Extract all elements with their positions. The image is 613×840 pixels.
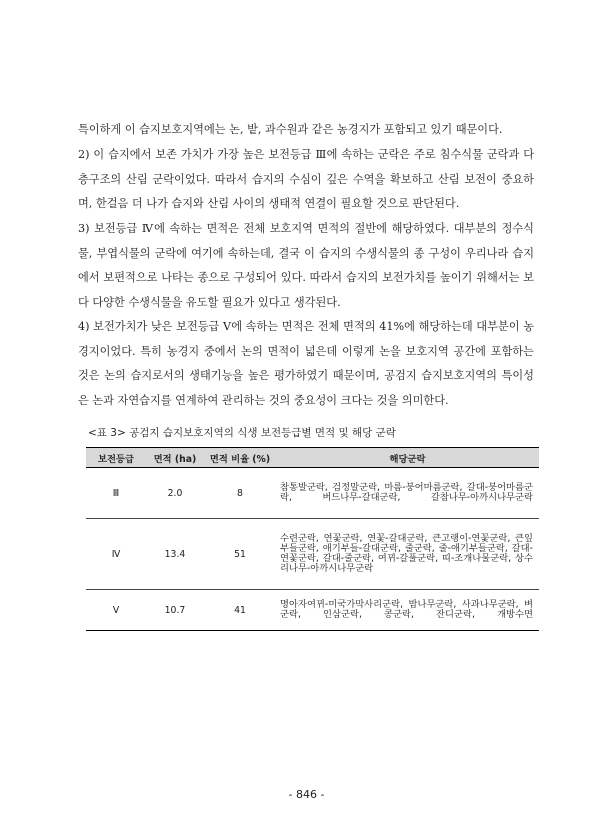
cell-communities: 참통발군락, 검정말군락, 마름-붕어마름군락, 갈대-붕어마름군락, 버드나무-갈대군락, 갈참나무-아까시나무군락	[276, 468, 539, 519]
paragraph-2: 2) 이 습지에서 보존 가치가 가장 높은 보전등급 Ⅲ에 속하는 군락은 주로 침수식물 군락과 다층구조의 산림 군락이었다. 따라서 습지의 수심이 깊은 수역을 확보하고 산림 보전이 중요하며, 한걸음 더 나가 습지와 산림 사이의 생태적 연결이 필요할 것으로 판단된다.	[78, 148, 534, 211]
header-communities: 해당군락	[276, 448, 539, 468]
cell-area: 2.0	[146, 468, 204, 519]
table-row	[86, 519, 539, 590]
table-caption: <표 3> 공검지 습지보호지역의 식생 보전등급별 면적 및 해당 군락	[88, 427, 396, 439]
paragraph-4: 4) 보전가치가 낮은 보전등급 Ⅴ에 속하는 면적은 전체 면적의 41%에 해당하는데 대부분이 농경지이었다. 특히 농경지 중에서 논의 면적이 넓은데 이렇게 논을 보호지역 공간에 포함하는 것은 논의 습지로서의 생태기능을 높은 평가하였기 때문이며, 공검지 습지보호지역의 특이성은 논과 자연습지를 연계하여 관리하는 것의 중요성이 크다는 것을 의미한다.	[78, 320, 534, 407]
cell-communities: 명아자여뀌-미국가막사리군락, 밤나무군락, 사과나무군락, 벼군락, 인삼군락, 콩군락, 잔디군락, 개방수면	[276, 590, 539, 631]
cell-ratio: 51	[204, 519, 276, 590]
vegetation-grade-table	[86, 447, 539, 631]
page-number: - 846 -	[288, 788, 325, 801]
cell-area: 10.7	[146, 590, 204, 631]
table-header-row	[86, 448, 539, 468]
table-row	[86, 590, 539, 631]
paragraph-3: 3) 보전등급 Ⅳ에 속하는 면적은 전체 보호지역 면적의 절반에 해당하였다. 대부분의 정수식물, 부엽식물의 군락에 여기에 속하는데, 결국 이 습지의 수생식물의 종 구성이 우리나라 습지에서 보편적으로 나타는 종으로 구성되어 있다. 따라서 습지의 보전가치를 높이기 위해서는 보다 다양한 수생식물을 유도할 필요가 있다고 생각된다.	[78, 222, 534, 309]
cell-communities: 수련군락, 연꽃군락, 연꽃-갈대군락, 큰고랭이-연꽃군락, 큰잎부들군락, 애기부들-갈대군락, 줄군락, 줄-애기부들군락, 갈대-연꽃군락, 갈대-줄군락, 여뀌-갈풀군락, 띠-조개나물군락, 상수리나무-아까시나무군락	[276, 519, 539, 590]
header-area: 면적 (ha)	[146, 448, 204, 468]
cell-ratio: 8	[204, 468, 276, 519]
cell-ratio: 41	[204, 590, 276, 631]
table-row	[86, 468, 539, 519]
header-grade: 보전등급	[86, 448, 146, 468]
cell-area: 13.4	[146, 519, 204, 590]
cell-grade: Ⅴ	[86, 590, 146, 631]
header-ratio: 면적 비율 (%)	[204, 448, 276, 468]
cell-grade: Ⅳ	[86, 519, 146, 590]
cell-grade: Ⅲ	[86, 468, 146, 519]
paragraph-1: 특이하게 이 습지보호지역에는 논, 밭, 과수원과 같은 농경지가 포함되고 있기 때문이다.	[78, 123, 503, 136]
